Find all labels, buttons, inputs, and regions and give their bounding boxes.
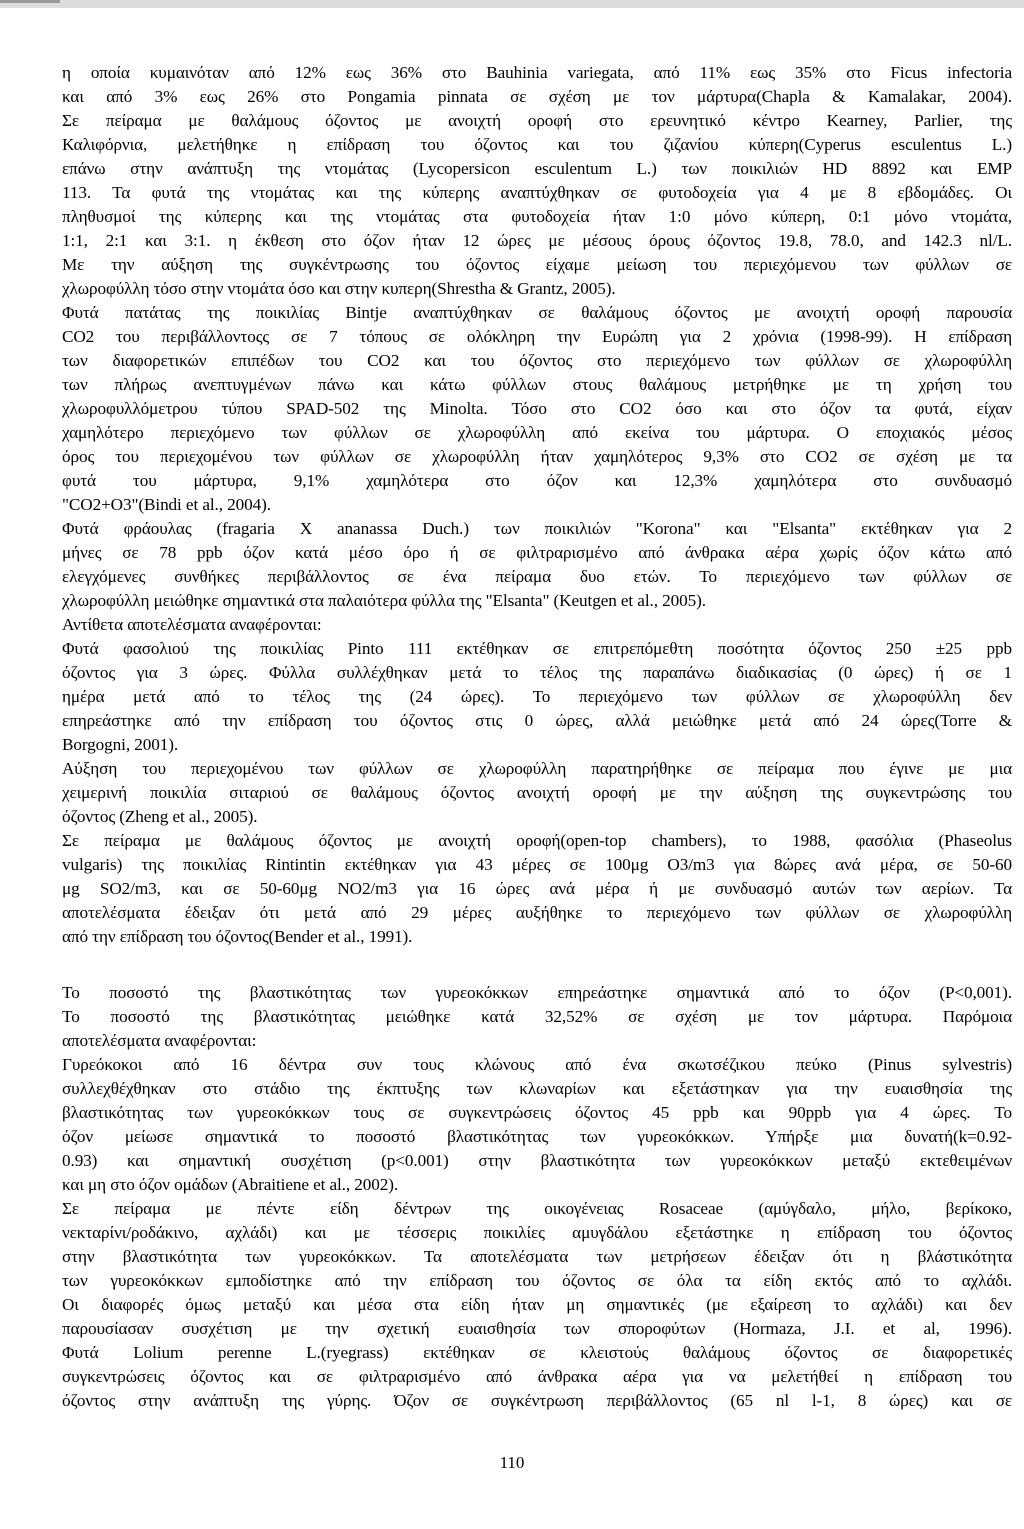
text-line: συγκεντρώσεις όζοντος και σε φιλτραρισμένο από άνθρακα αέρα για να μελετήθεί η επίδραση του [62,1367,1012,1386]
paragraph-gap [62,949,1012,981]
text-line: Φυτά πατάτας της ποικιλίας Bintje αναπτύχθηκαν σε θαλάμους όζοντος με ανοιχτή οροφή παρουσία [62,303,1012,322]
text-line: χλωροφυλλόμετρου τύπου SPAD-502 της Minolta. Τόσο στο CO2 όσο και στο όζον τα φυτά, είχαν [62,399,1012,418]
text-line: βλαστικότητας των γυρεοκόκκων τους σε συγκεντρώσεις όζοντος 45 ppb και 90ppb για 4 ώρες. Το [62,1103,1012,1122]
text-line: Καλιφόρνια, μελετήθηκε η επίδραση του όζοντος και του ζιζανίου κύπερη(Cyperus esculentus L.) [62,135,1012,154]
text-line: Αντίθετα αποτελέσματα αναφέρονται: [62,615,322,634]
text-line: Σε πείραμα με πέντε είδη δέντρων της οικογένειας Rosaceae (αμύγδαλο, μήλο, βερίκοκο, [62,1199,1012,1218]
text-line: Σε πείραμα με θαλάμους όζοντος με ανοιχτή οροφή στο ερευνητικό κέντρο Kearney, Parlier, της [62,111,1012,130]
text-line: 0.93) και σημαντική συσχέτιση (p<0.001) στην βλαστικότητα των γυρεοκόκκων μεταξύ εκτεθειμένων [62,1151,1012,1170]
text-line: Φυτά φασολιού της ποικιλίας Pinto 111 εκτέθηκαν σε επιτρεπόμεθτη ποσότητα όζοντος 250 ±25 ppb [62,639,1012,658]
text-line: 113. Τα φυτά της ντομάτας και της κύπερης αναπτύχθηκαν σε φυτοδοχεία για 4 με 8 εβδομάδες. Οι [62,183,1012,202]
scan-top-edge-mark [0,0,60,3]
text-line: και από 3% εως 26% στο Pongamia pinnata σε σχέση με τον μάρτυρα(Chapla & Kamalakar, 2004). [62,87,1012,106]
text-line: Φυτά φράουλας (fragaria X ananassa Duch.) των ποικιλιών "Korona" και "Elsanta" εκτέθηκαν για 2 [62,519,1012,538]
text-line: Το ποσοστό της βλαστικότητας των γυρεοκόκκων επηρεάστηκε σημαντικά από το όζον (P<0,001). [62,983,1012,1002]
text-line: vulgaris) της ποικιλίας Rintintin εκτέθηκαν για 43 μέρες σε 100μg O3/m3 για 8ώρες ανά μέρα, σε 50-60 [62,855,1012,874]
text-line: και μη στο όζον ομάδων (Abraitiene et al., 2002). [62,1175,399,1194]
text-line: νεκταρίνι/ροδάκινο, αχλάδι) και με τέσσερις ποικιλίες αμυγδάλου εξετάστηκε η επίδραση του όζοντος [62,1223,1012,1242]
text-line: χλωροφύλλη μειώθηκε σημαντικά στα παλαιότερα φύλλα της "Elsanta" (Keutgen et al., 2005). [62,591,706,610]
text-line: στην βλαστικότητα των γυρεοκόκκων. Τα αποτελέσματα των μετρήσεων έδειξαν ότι η βλάστικότητα [62,1247,1012,1266]
document-body [62,61,1012,1413]
text-line: φυτά του μάρτυρα, 9,1% χαμηλότερα στο όζον και 12,3% χαμηλότερα στο συνδυασμό [62,471,1012,490]
text-line: πληθυσμοί της κύπερης και της ντομάτας στα φυτοδοχεία ήταν 1:0 μόνο κύπερη, 0:1 μόνο ντομάτα, [62,207,1012,226]
text-line: Αύξηση του περιεχομένου των φύλλων σε χλωροφύλλη παρατηρήθηκε σε πείραμα που έγινε με μια [62,759,1012,778]
text-line: Το ποσοστό της βλαστικότητας μειώθηκε κατά 32,52% σε σχέση με τον μάρτυρα. Παρόμοια [62,1007,1012,1026]
text-line: χειμερινή ποικιλία σιταριού σε θαλάμους όζοντος ανοιχτή οροφή με την αύξηση της συγκεντρώσης του [62,783,1012,802]
text-line: Με την αύξηση της συγκέντρωσης του όζοντος είχαμε μείωση του περιεχόμενου των φύλλων σε [62,255,1012,274]
text-line: ελεγχόμενες συνθήκες περιβάλλοντος σε ένα πείραμα δυο ετών. Το περιεχόμενο των φύλλων σε [62,567,1012,586]
text-line: ημέρα μετά από το τέλος της (24 ώρες). Το περιεχόμενο των φύλλων σε χλωροφύλλη δεν [62,687,1012,706]
text-line: μg SO2/m3, και σε 50-60μg NO2/m3 για 16 ώρες ανά μέρα ή με συνδυασμό αυτών των αερίων. Τα [62,879,1012,898]
text-line: όζοντος για 3 ώρες. Φύλλα συλλέχθηκαν μετά το τέλος της παραπάνω διαδικασίας (0 ώρες) ή σε 1 [62,663,1012,682]
text-line: "CO2+O3"(Bindi et al., 2004). [62,495,271,514]
text-line: επάνω στην ανάπτυξη της ντομάτας (Lycopersicon esculentum L.) των ποικιλιών HD 8892 και EMP [62,159,1012,178]
text-line: χλωροφύλλη τόσο στην ντομάτα όσο και στην κυπερη(Shrestha & Grantz, 2005). [62,279,616,298]
text-line: των γυρεοκόκκων εμποδίστηκε από την επίδραση του όζοντος σε όλα τα είδη εκτός από το αχλάδι. [62,1271,1012,1290]
text-line: των διαφορετικών επιπέδων του CO2 και του όζοντος στο περιεχόμενο των φύλλων σε χλωροφύλλη [62,351,1012,370]
text-line: παρουσίασαν συσχέτιση με την σχετική ευαισθησία των σποροφύτων (Hormaza, J.I. et al, 1996). [62,1319,1012,1338]
text-line: Γυρεόκοκοι από 16 δέντρα συν τους κλώνους από ένα σκωτσέζικου πεύκο (Pinus sylvestris) [62,1055,1012,1074]
text-line: όζοντος (Zheng et al., 2005). [62,807,258,826]
text-line: όρος του περιεχομένου των φύλλων σε χλωροφύλλη ήταν χαμηλότερος 9,3% στο CO2 σε σχέση με τα [62,447,1012,466]
text-line: Borgogni, 2001). [62,735,179,754]
page-number: 110 [499,1453,525,1472]
text-line: των πλήρως ανεπτυγμένων πάνω και κάτω φύλλων στους θαλάμους μετρήθηκε με τη χρήση του [62,375,1012,394]
text-line: χαμηλότερο περιεχόμενο των φύλλων σε χλωροφύλλη από εκείνα του μάρτυρα. Ο εποχιακός μέσος [62,423,1012,442]
text-line: όζοντος στην ανάπτυξη της γύρης. Όζον σε συγκέντρωση περιβάλλοντος (65 nl l-1, 8 ώρες) και σε [62,1391,1012,1410]
text-line: Οι διαφορές όμως μεταξύ και μέσα στα είδη ήταν μη σημαντικές (με εξαίρεση το αχλάδι) και δεν [62,1295,1012,1314]
text-line: 1:1, 2:1 και 3:1. η έκθεση στο όζον ήταν 12 ώρες με μέσους όρους όζοντος 19.8, 78.0, and 142.3 nl/L. [62,231,1012,250]
text-line: συλλεχθέχθηκαν στο στάδιο της έκπτυξης των κλωναρίων και εξετάστηκαν για την ευαισθησία της [62,1079,1012,1098]
text-line: από την επίδραση του όζοντος(Bender et al., 1991). [62,927,413,946]
text-line: αποτελέσματα έδειξαν ότι μετά από 29 μέρες αυξήθηκε το περιεχόμενο των φύλλων σε χλωροφύλλη [62,903,1012,922]
text-line: επηρεάστηκε από την επίδραση του όζοντος στις 0 ώρες, αλλά μειώθηκε μετά από 24 ώρες(Torre & [62,711,1012,730]
text-line: μήνες σε 78 ppb όζον κατά μέσο όρο ή σε φιλτραρισμένο από άνθρακα αέρα χωρίς όζον κάτω από [62,543,1012,562]
scan-top-edge [0,0,1024,8]
text-line: αποτελέσματα αναφέρονται: [62,1031,257,1050]
text-line: όζον μείωσε σημαντικά το ποσοστό βλαστικότητας των γυρεοκόκκων. Υπήρξε μια δυνατή(k=0.92- [62,1127,1012,1146]
text-line: η οποία κυμαινόταν από 12% εως 36% στο Bauhinia variegata, από 11% εως 35% στο Ficus infectoria [62,63,1012,82]
text-line: CO2 του περιβάλλοντοςς σε 7 τόπους σε ολόκληρη την Ευρώπη για 2 χρόνια (1998-99). Η επίδραση [62,327,1012,346]
text-line: Σε πείραμα με θαλάμους όζοντος με ανοιχτή οροφή(open-top chambers), το 1988, φασόλια (Phaseolus [62,831,1012,850]
text-line: Φυτά Lolium perenne L.(ryegrass) εκτέθηκαν σε κλειστούς θαλάμους όζοντος σε διαφορετικές [62,1343,1012,1362]
